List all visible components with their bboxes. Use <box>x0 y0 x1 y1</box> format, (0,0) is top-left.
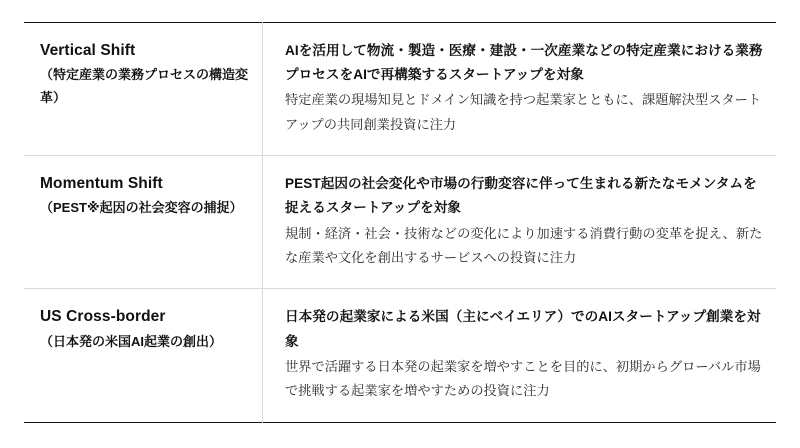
table-row <box>24 156 776 289</box>
category-title: Momentum Shift <box>40 175 163 193</box>
description-headline: AIを活用して物流・製造・医療・建設・一次産業などの特定産業における業務プロセスをAIで再構築するスタートアップを対象 <box>285 43 763 83</box>
table-body <box>24 23 776 423</box>
category-cell <box>24 289 263 422</box>
description-cell <box>263 23 777 156</box>
category-subtitle: （PEST※起因の社会変容の捕捉） <box>40 200 243 216</box>
description-body: 特定産業の現場知見とドメイン知識を持つ起業家とともに、課題解決型スタートアップの共同創業投資に注力 <box>285 92 762 132</box>
investment-focus-table <box>24 22 776 423</box>
category-subtitle: （特定産業の業務プロセスの構造変革） <box>40 67 249 105</box>
description-cell <box>263 156 777 289</box>
description-body: 規制・経済・社会・技術などの変化により加速する消費行動の変革を捉え、新たな産業や文化を創出するサービスへの投資に注力 <box>285 225 763 266</box>
description-cell <box>263 289 777 422</box>
category-subtitle: （日本発の米国AI起業の創出） <box>40 333 223 349</box>
description-headline: PEST起因の社会変化や市場の行動変容に伴って生まれる新たなモメンタムを捉えるスタートアップを対象 <box>285 176 757 216</box>
category-cell <box>24 156 263 289</box>
category-title: US Cross-border <box>40 308 166 326</box>
description-headline: 日本発の起業家による米国（主にベイエリア）でのAIスタートアップ創業を対象 <box>285 309 761 349</box>
category-title: Vertical Shift <box>40 42 136 59</box>
table-row <box>24 289 776 422</box>
description-body: 世界で活躍する日本発の起業家を増やすことを目的に、初期からグローバル市場で挑戦する起業家を増やすための投資に注力 <box>285 358 761 399</box>
category-cell <box>24 23 263 156</box>
table-row <box>24 23 776 156</box>
